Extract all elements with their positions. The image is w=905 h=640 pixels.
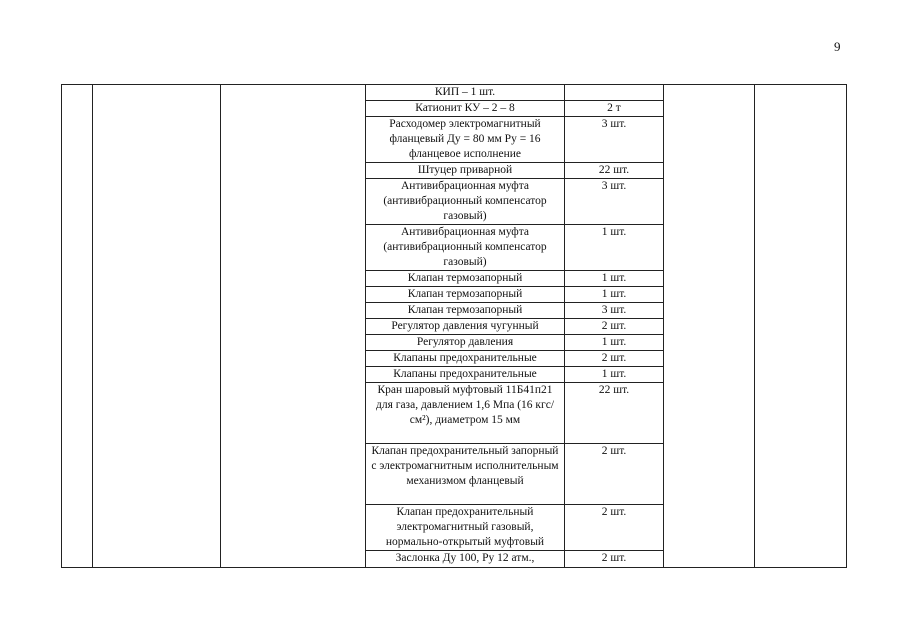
- item-name-cell: Штуцер приварной: [366, 163, 565, 179]
- item-name-cell: Антивибрационная муфта (антивибрационный компенсатор газовый): [366, 225, 565, 271]
- table-bottom-border: [61, 567, 847, 568]
- item-qty-cell: 3 шт.: [565, 303, 664, 319]
- col-1-cell: [62, 85, 93, 582]
- item-name-cell: Регулятор давления: [366, 335, 565, 351]
- item-name-cell: Заслонка Ду 100, Ру 12 атм.,: [366, 551, 565, 582]
- item-name-cell: Клапаны предохранительные: [366, 351, 565, 367]
- item-qty-cell: 22 шт.: [565, 383, 664, 444]
- item-qty-cell: [565, 85, 664, 101]
- item-qty-cell: 1 шт.: [565, 225, 664, 271]
- item-qty-cell: 2 шт.: [565, 505, 664, 551]
- item-name-cell: Клапан предохранительный запорный с электромагнитным исполнительным механизмом фланцевый: [366, 444, 565, 505]
- item-qty-cell: 2 шт.: [565, 444, 664, 505]
- item-qty-cell: 2 шт.: [565, 351, 664, 367]
- item-name-cell: Клапаны предохранительные: [366, 367, 565, 383]
- item-name-cell: Регулятор давления чугунный: [366, 319, 565, 335]
- item-qty-cell: 3 шт.: [565, 179, 664, 225]
- item-name-cell: Расходомер электромагнитный фланцевый Ду = 80 мм Ру = 16 фланцевое исполнение: [366, 117, 565, 163]
- item-qty-cell: 2 шт.: [565, 319, 664, 335]
- item-name-cell: Кран шаровый муфтовый 11Б41п21 для газа, давлением 1,6 Мпа (16 кгс/см²), диаметром 15 мм: [366, 383, 565, 444]
- page-bottom-margin: [0, 568, 905, 640]
- page-number: 9: [834, 39, 841, 54]
- item-name-cell: Клапан термозапорный: [366, 287, 565, 303]
- item-name-cell: КИП – 1 шт.: [366, 85, 565, 101]
- col-3-cell: [221, 85, 366, 582]
- item-name-cell: Клапан термозапорный: [366, 271, 565, 287]
- item-qty-cell: 1 шт.: [565, 271, 664, 287]
- item-qty-cell: 2 шт.: [565, 551, 664, 582]
- col-6-cell: [664, 85, 755, 582]
- equipment-table: [61, 84, 847, 582]
- item-qty-cell: 3 шт.: [565, 117, 664, 163]
- item-qty-cell: 1 шт.: [565, 335, 664, 351]
- item-qty-cell: 1 шт.: [565, 367, 664, 383]
- item-name-cell: Клапан термозапорный: [366, 303, 565, 319]
- item-qty-cell: 1 шт.: [565, 287, 664, 303]
- table-row: [62, 85, 847, 101]
- item-name-cell: Клапан предохранительный электромагнитный газовый, нормально-открытый муфтовый: [366, 505, 565, 551]
- item-name-cell: Катионит КУ – 2 – 8: [366, 101, 565, 117]
- item-qty-cell: 2 т: [565, 101, 664, 117]
- col-2-cell: [93, 85, 221, 582]
- col-7-cell: [755, 85, 847, 582]
- item-name-cell: Антивибрационная муфта (антивибрационный компенсатор газовый): [366, 179, 565, 225]
- item-qty-cell: 22 шт.: [565, 163, 664, 179]
